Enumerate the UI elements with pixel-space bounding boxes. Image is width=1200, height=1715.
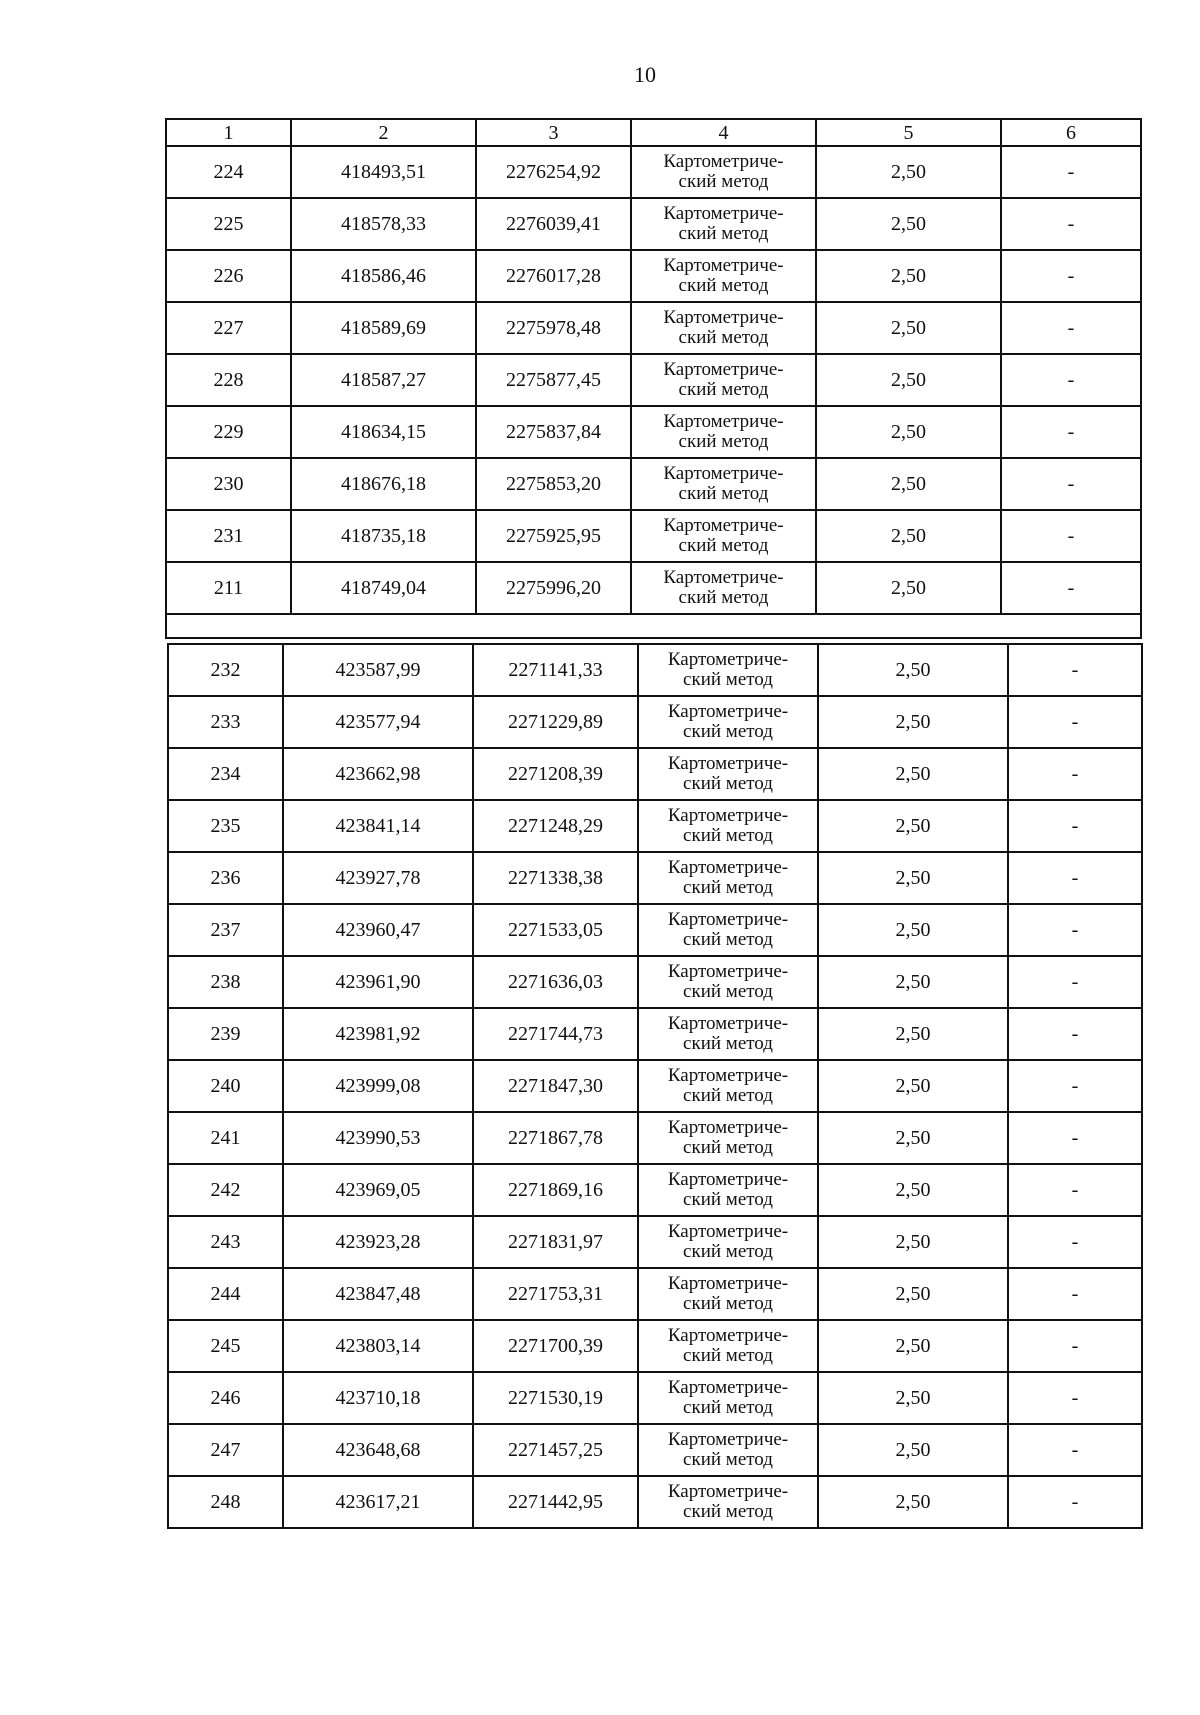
note-cell: -: [1008, 1320, 1142, 1372]
note-cell: -: [1008, 1268, 1142, 1320]
method-line: Картометриче-: [663, 567, 784, 588]
method-line: ский метод: [683, 1189, 773, 1210]
note-cell: -: [1008, 1112, 1142, 1164]
method-cell: [638, 1268, 818, 1320]
method-cell: [638, 1216, 818, 1268]
accuracy-cell: 2,50: [818, 852, 1008, 904]
method-line: ский метод: [678, 327, 769, 348]
coordinates-table-2: [167, 643, 1143, 1529]
page-number: 10: [634, 62, 656, 87]
note-cell: -: [1008, 956, 1142, 1008]
table-row: [166, 302, 1141, 354]
table-row: [166, 562, 1141, 614]
point-number-cell: 241: [168, 1112, 283, 1164]
note-cell: -: [1008, 1164, 1142, 1216]
column-header: 5: [816, 119, 1001, 146]
note-cell: -: [1008, 748, 1142, 800]
method-line: Картометриче-: [667, 1377, 789, 1398]
x-coordinate-cell: 418634,15: [291, 406, 476, 458]
method-cell: [631, 146, 816, 198]
point-number-cell: 247: [168, 1424, 283, 1476]
method-line: ский метод: [678, 431, 769, 452]
method-line: ский метод: [683, 1345, 773, 1366]
y-coordinate-cell: 2275996,20: [476, 562, 631, 614]
accuracy-cell: 2,50: [818, 1164, 1008, 1216]
accuracy-cell: 2,50: [818, 1060, 1008, 1112]
accuracy-cell: 2,50: [818, 1320, 1008, 1372]
method-line: Картометриче-: [667, 1169, 789, 1190]
coordinates-table-1: [165, 118, 1142, 639]
method-line: Картометриче-: [667, 805, 789, 826]
table-row: [166, 458, 1141, 510]
method-line: Картометриче-: [667, 1065, 789, 1086]
accuracy-cell: 2,50: [816, 562, 1001, 614]
method-line: ский метод: [683, 825, 773, 846]
x-coordinate-cell: 418578,33: [291, 198, 476, 250]
y-coordinate-cell: 2276254,92: [476, 146, 631, 198]
y-coordinate-cell: 2271248,29: [473, 800, 638, 852]
x-coordinate-cell: 418676,18: [291, 458, 476, 510]
method-line: ский метод: [683, 1241, 773, 1262]
y-coordinate-cell: 2271141,33: [473, 644, 638, 696]
x-coordinate-cell: 423803,14: [283, 1320, 473, 1372]
point-number-cell: 240: [168, 1060, 283, 1112]
method-line: Картометриче-: [667, 1273, 789, 1294]
accuracy-cell: 2,50: [818, 1268, 1008, 1320]
point-number-cell: 232: [168, 644, 283, 696]
method-line: ский метод: [683, 773, 773, 794]
spacer-cell: [166, 614, 1141, 638]
column-header: 6: [1001, 119, 1141, 146]
table-row: [168, 1424, 1142, 1476]
x-coordinate-cell: 423617,21: [283, 1476, 473, 1528]
column-header: 3: [476, 119, 631, 146]
method-line: Картометриче-: [667, 1117, 789, 1138]
note-cell: -: [1008, 1008, 1142, 1060]
note-cell: -: [1008, 852, 1142, 904]
x-coordinate-cell: 418749,04: [291, 562, 476, 614]
accuracy-cell: 2,50: [818, 1008, 1008, 1060]
table-row: [168, 1320, 1142, 1372]
method-cell: [631, 458, 816, 510]
y-coordinate-cell: 2275925,95: [476, 510, 631, 562]
table-row: [168, 1372, 1142, 1424]
y-coordinate-cell: 2271753,31: [473, 1268, 638, 1320]
point-number-cell: 238: [168, 956, 283, 1008]
method-line: Картометриче-: [667, 753, 789, 774]
accuracy-cell: 2,50: [816, 510, 1001, 562]
note-cell: -: [1001, 458, 1141, 510]
point-number-cell: 227: [166, 302, 291, 354]
method-cell: [638, 1008, 818, 1060]
method-line: ский метод: [683, 1449, 773, 1470]
method-cell: [638, 1424, 818, 1476]
method-line: Картометриче-: [663, 411, 784, 432]
method-cell: [638, 1164, 818, 1216]
point-number-cell: 244: [168, 1268, 283, 1320]
method-line: Картометриче-: [667, 857, 789, 878]
accuracy-cell: 2,50: [818, 956, 1008, 1008]
method-line: Картометриче-: [667, 649, 789, 670]
y-coordinate-cell: 2271208,39: [473, 748, 638, 800]
method-line: ский метод: [678, 483, 769, 504]
y-coordinate-cell: 2271636,03: [473, 956, 638, 1008]
method-line: ский метод: [683, 981, 773, 1002]
note-cell: -: [1001, 302, 1141, 354]
method-line: Картометриче-: [663, 307, 784, 328]
x-coordinate-cell: 423960,47: [283, 904, 473, 956]
x-coordinate-cell: 423648,68: [283, 1424, 473, 1476]
accuracy-cell: 2,50: [816, 198, 1001, 250]
y-coordinate-cell: 2275877,45: [476, 354, 631, 406]
accuracy-cell: 2,50: [816, 406, 1001, 458]
table-row: [166, 198, 1141, 250]
method-line: ский метод: [678, 587, 769, 608]
method-cell: [638, 1320, 818, 1372]
method-line: ский метод: [678, 171, 769, 192]
method-line: Картометриче-: [667, 1013, 789, 1034]
point-number-cell: 235: [168, 800, 283, 852]
note-cell: -: [1008, 644, 1142, 696]
x-coordinate-cell: 423999,08: [283, 1060, 473, 1112]
accuracy-cell: 2,50: [816, 250, 1001, 302]
y-coordinate-cell: 2271744,73: [473, 1008, 638, 1060]
method-line: Картометриче-: [663, 515, 784, 536]
column-header: 2: [291, 119, 476, 146]
accuracy-cell: 2,50: [818, 1424, 1008, 1476]
column-header: 4: [631, 119, 816, 146]
method-line: Картометриче-: [667, 961, 789, 982]
method-cell: [631, 198, 816, 250]
note-cell: -: [1001, 510, 1141, 562]
method-cell: [638, 696, 818, 748]
table-header-row: [166, 119, 1141, 146]
method-cell: [638, 852, 818, 904]
table-row: [166, 406, 1141, 458]
x-coordinate-cell: 423981,92: [283, 1008, 473, 1060]
y-coordinate-cell: 2271530,19: [473, 1372, 638, 1424]
point-number-cell: 234: [168, 748, 283, 800]
note-cell: -: [1008, 696, 1142, 748]
table-row: [168, 644, 1142, 696]
method-line: ский метод: [678, 535, 769, 556]
y-coordinate-cell: 2271847,30: [473, 1060, 638, 1112]
point-number-cell: 230: [166, 458, 291, 510]
table-row: [168, 800, 1142, 852]
table-row: [168, 1164, 1142, 1216]
x-coordinate-cell: 418493,51: [291, 146, 476, 198]
accuracy-cell: 2,50: [818, 1216, 1008, 1268]
table-row: [168, 748, 1142, 800]
method-line: Картометриче-: [663, 359, 784, 380]
point-number-cell: 229: [166, 406, 291, 458]
x-coordinate-cell: 423969,05: [283, 1164, 473, 1216]
accuracy-cell: 2,50: [816, 302, 1001, 354]
table-row: [168, 1476, 1142, 1528]
method-line: ский метод: [683, 1501, 773, 1522]
y-coordinate-cell: 2271867,78: [473, 1112, 638, 1164]
method-line: ский метод: [683, 1033, 773, 1054]
x-coordinate-cell: 423923,28: [283, 1216, 473, 1268]
point-number-cell: 245: [168, 1320, 283, 1372]
y-coordinate-cell: 2275853,20: [476, 458, 631, 510]
y-coordinate-cell: 2275978,48: [476, 302, 631, 354]
method-line: Картометриче-: [667, 909, 789, 930]
y-coordinate-cell: 2271229,89: [473, 696, 638, 748]
note-cell: -: [1008, 1476, 1142, 1528]
x-coordinate-cell: 423662,98: [283, 748, 473, 800]
y-coordinate-cell: 2271869,16: [473, 1164, 638, 1216]
accuracy-cell: 2,50: [816, 458, 1001, 510]
table-row: [168, 904, 1142, 956]
method-cell: [638, 1372, 818, 1424]
y-coordinate-cell: 2271533,05: [473, 904, 638, 956]
spacer-row: [166, 614, 1141, 638]
point-number-cell: 224: [166, 146, 291, 198]
method-cell: [638, 956, 818, 1008]
y-coordinate-cell: 2271700,39: [473, 1320, 638, 1372]
point-number-cell: 246: [168, 1372, 283, 1424]
note-cell: -: [1008, 904, 1142, 956]
accuracy-cell: 2,50: [818, 748, 1008, 800]
x-coordinate-cell: 423587,99: [283, 644, 473, 696]
point-number-cell: 239: [168, 1008, 283, 1060]
table-row: [168, 956, 1142, 1008]
method-line: Картометриче-: [663, 151, 784, 172]
accuracy-cell: 2,50: [818, 1112, 1008, 1164]
table-row: [168, 1060, 1142, 1112]
x-coordinate-cell: 418589,69: [291, 302, 476, 354]
accuracy-cell: 2,50: [818, 904, 1008, 956]
point-number-cell: 228: [166, 354, 291, 406]
note-cell: -: [1008, 1372, 1142, 1424]
note-cell: -: [1001, 250, 1141, 302]
note-cell: -: [1008, 1060, 1142, 1112]
method-cell: [638, 1476, 818, 1528]
point-number-cell: 243: [168, 1216, 283, 1268]
method-line: ский метод: [683, 929, 773, 950]
method-cell: [638, 904, 818, 956]
method-line: ский метод: [683, 1293, 773, 1314]
method-cell: [638, 1060, 818, 1112]
accuracy-cell: 2,50: [816, 354, 1001, 406]
method-cell: [638, 1112, 818, 1164]
method-cell: [638, 748, 818, 800]
method-line: ский метод: [683, 877, 773, 898]
note-cell: -: [1001, 406, 1141, 458]
x-coordinate-cell: 423990,53: [283, 1112, 473, 1164]
method-line: Картометриче-: [667, 1429, 789, 1450]
y-coordinate-cell: 2271338,38: [473, 852, 638, 904]
table-row: [168, 1216, 1142, 1268]
method-line: Картометриче-: [667, 701, 789, 722]
accuracy-cell: 2,50: [818, 644, 1008, 696]
method-cell: [638, 800, 818, 852]
y-coordinate-cell: 2275837,84: [476, 406, 631, 458]
x-coordinate-cell: 423841,14: [283, 800, 473, 852]
y-coordinate-cell: 2271831,97: [473, 1216, 638, 1268]
method-cell: [631, 510, 816, 562]
accuracy-cell: 2,50: [818, 696, 1008, 748]
point-number-cell: 226: [166, 250, 291, 302]
method-cell: [631, 302, 816, 354]
point-number-cell: 236: [168, 852, 283, 904]
method-line: ский метод: [683, 1085, 773, 1106]
method-line: ский метод: [683, 721, 773, 742]
method-line: Картометриче-: [663, 463, 784, 484]
y-coordinate-cell: 2276039,41: [476, 198, 631, 250]
note-cell: -: [1008, 1216, 1142, 1268]
x-coordinate-cell: 418735,18: [291, 510, 476, 562]
note-cell: -: [1001, 198, 1141, 250]
method-line: Картометриче-: [663, 255, 784, 276]
method-line: ский метод: [683, 1397, 773, 1418]
table-row: [168, 852, 1142, 904]
note-cell: -: [1008, 1424, 1142, 1476]
point-number-cell: 248: [168, 1476, 283, 1528]
table-row: [168, 1112, 1142, 1164]
column-header: 1: [166, 119, 291, 146]
table-row: [166, 354, 1141, 406]
method-line: Картометриче-: [667, 1221, 789, 1242]
x-coordinate-cell: 418587,27: [291, 354, 476, 406]
method-line: ский метод: [683, 1137, 773, 1158]
method-line: ский метод: [678, 379, 769, 400]
accuracy-cell: 2,50: [816, 146, 1001, 198]
point-number-cell: 231: [166, 510, 291, 562]
point-number-cell: 237: [168, 904, 283, 956]
y-coordinate-cell: 2271442,95: [473, 1476, 638, 1528]
table-row: [168, 1268, 1142, 1320]
method-line: Картометриче-: [667, 1481, 789, 1502]
table-row: [166, 146, 1141, 198]
note-cell: -: [1001, 562, 1141, 614]
x-coordinate-cell: 423710,18: [283, 1372, 473, 1424]
note-cell: -: [1001, 146, 1141, 198]
point-number-cell: 233: [168, 696, 283, 748]
method-cell: [631, 406, 816, 458]
method-cell: [638, 644, 818, 696]
point-number-cell: 225: [166, 198, 291, 250]
y-coordinate-cell: 2271457,25: [473, 1424, 638, 1476]
x-coordinate-cell: 423577,94: [283, 696, 473, 748]
x-coordinate-cell: 418586,46: [291, 250, 476, 302]
method-line: ский метод: [678, 223, 769, 244]
point-number-cell: 242: [168, 1164, 283, 1216]
note-cell: -: [1001, 354, 1141, 406]
x-coordinate-cell: 423961,90: [283, 956, 473, 1008]
method-cell: [631, 354, 816, 406]
method-cell: [631, 562, 816, 614]
table-row: [168, 1008, 1142, 1060]
table-row: [166, 510, 1141, 562]
point-number-cell: 211: [166, 562, 291, 614]
method-line: ский метод: [683, 669, 773, 690]
table-row: [168, 696, 1142, 748]
method-line: Картометриче-: [667, 1325, 789, 1346]
method-line: Картометриче-: [663, 203, 784, 224]
y-coordinate-cell: 2276017,28: [476, 250, 631, 302]
table-row: [166, 250, 1141, 302]
accuracy-cell: 2,50: [818, 1372, 1008, 1424]
note-cell: -: [1008, 800, 1142, 852]
accuracy-cell: 2,50: [818, 1476, 1008, 1528]
x-coordinate-cell: 423847,48: [283, 1268, 473, 1320]
method-cell: [631, 250, 816, 302]
method-line: ский метод: [678, 275, 769, 296]
x-coordinate-cell: 423927,78: [283, 852, 473, 904]
accuracy-cell: 2,50: [818, 800, 1008, 852]
